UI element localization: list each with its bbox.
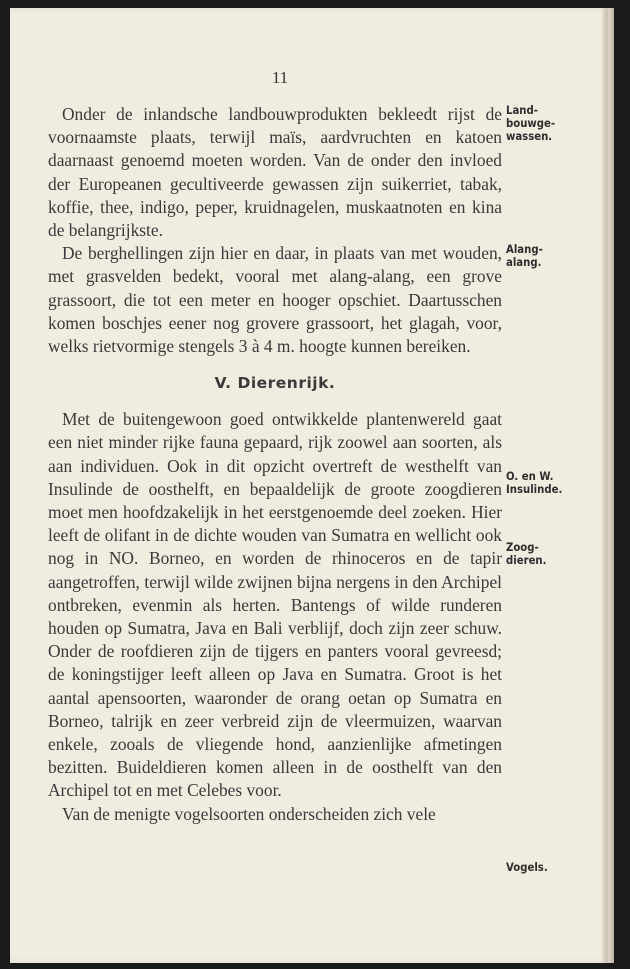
margin-note-landbouwgewassen: Land- bouwge- wassen. — [506, 103, 556, 143]
book-page — [10, 8, 614, 963]
margin-note-insulinde: O. en W. Insulinde. — [506, 469, 563, 496]
margin-note-alang-alang: Alang- alang. — [506, 242, 543, 269]
page-number: 11 — [271, 68, 289, 87]
paragraph-vogels: Van de menigte vogelsoorten onderscheiden zich vele — [62, 803, 436, 824]
margin-note-vogels: Vogels. — [506, 860, 548, 874]
margin-note-zoogdieren: Zoog- dieren. — [506, 540, 547, 567]
paragraph-fauna: Met de buitengewoon goed ontwikkelde plantenwereld gaat een niet minder rijke fauna gepaard, rijk zoowel aan soorten, als aan individuen. Ook in dit opzicht overtreft de westhelft van Insulinde de oosthelft, en bepaaldelijk de groote zoogdieren moet men hoofdzakelijk in het eerstgenoemde deel zoeken. Hier leeft de olifant in de dichte wouden van Sumatra en wellicht ook nog in NO. Borneo, en worden de rhinoceros en de tapir aangetroffen, terwijl wilde zwijnen bijna nergens in den Archipel ontbreken, evenmin als herten. Bantengs of wilde runderen houden op Sumatra, Java en Bali verblijf, doch zijn zeer schuw. Onder de roofdieren zijn de tijgers en panters vooral gevreesd; de koningstijger leeft alleen op Java en Sumatra. Groot is het aantal apensoorten, waaronder de orang oetan op Sumatra en Borneo, talrijk en zeer verbreid zijn de vleermuizen, waarvan enkele, zooals de vliegende hond, aanzienlijke afmetingen bezitten. Buideldieren komen alleen in de oosthelft van den Archipel tot en met Celebes voor. — [48, 409, 502, 801]
body-text — [48, 103, 502, 826]
section-heading: V. Dierenrijk. — [214, 374, 336, 393]
paragraph-berghellingen: De berghellingen zijn hier en daar, in plaats van met wouden, met grasvelden bedekt, vooral met alang-alang, een grove grassoort, die tot een meter en hooger opschiet. Daartusschen komen boschjes eener nog grovere grassoort, het glagah, voor, welks rietvormige stengels 3 à 4 m. hoogte kunnen bereiken. — [48, 243, 502, 357]
paragraph-landbouw: Onder de inlandsche landbouwprodukten bekleedt rijst de voornaamste plaats, terwijl maïs, aardvruchten en katoen daarnaast genoemd moeten worden. Van de onder den invloed der Europeanen gecultiveerde gewassen zijn suikerriet, tabak, koffie, thee, indigo, peper, kruidnagelen, muskaatnoten en kina de belangrijkste. — [48, 104, 502, 241]
page-edge — [602, 8, 614, 963]
